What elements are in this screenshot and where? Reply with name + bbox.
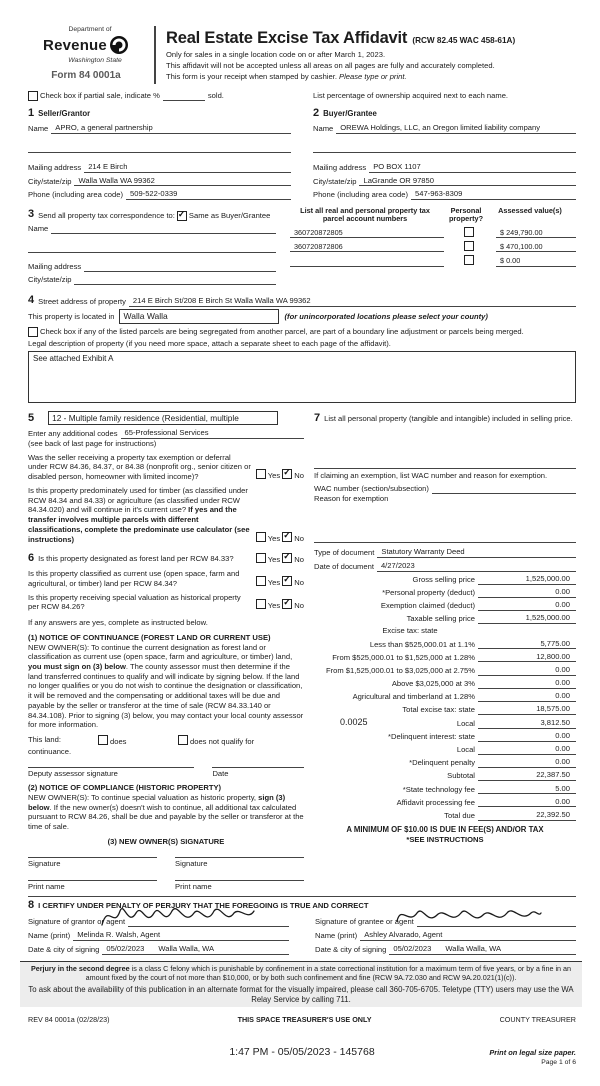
section-certification	[28, 896, 576, 955]
buyer-phone-label: Phone (including area code)	[313, 190, 408, 200]
parcel-row	[290, 227, 576, 238]
local-rate-value[interactable]: 0.0025	[340, 717, 368, 728]
seller-city-field[interactable]: Walla Walla WA 99362	[74, 176, 291, 187]
partial-sale-percent-field[interactable]	[163, 100, 205, 101]
exemption-deferral-question: Was the seller receiving a property tax exemption or deferral under RCW 84.36, 84.37, or 84.38 (nonprofit org., senior citizen or disabled person, homeowner with limited income)?	[28, 452, 251, 482]
grantee-datecity-label: Date & city of signing	[315, 944, 387, 954]
tier3-amount-field[interactable]: 0.00	[478, 665, 576, 676]
dor-logo	[28, 26, 144, 84]
tier4-amount-field[interactable]: 0.00	[478, 678, 576, 689]
timber-yes-checkbox[interactable]	[256, 532, 266, 542]
cashier-timestamp: 1:47 PM - 05/05/2023 - 145768	[229, 1046, 375, 1059]
ownership-percentage-note: List percentage of ownership acquired next to each name.	[313, 91, 509, 101]
historical-question: Is this property receiving special valuation as historical property per RCW 84.26?	[28, 592, 241, 612]
parcel-number-field[interactable]: 360720872806	[290, 242, 444, 252]
parcel-number-field[interactable]: 360720872805	[290, 228, 444, 238]
grantee-datecity-field[interactable]: 05/02/2023 Walla Walla, WA	[389, 944, 576, 955]
additional-codes-field[interactable]: 65-Professional Services	[121, 428, 305, 439]
corr-name-label: Name	[28, 224, 49, 234]
buyer-name-label: Name	[313, 124, 334, 134]
tax-row-taxable: Taxable selling price 1,525,000.00	[314, 613, 576, 624]
tier2-amount-field[interactable]: 12,800.00	[478, 652, 576, 663]
grantor-datecity-field[interactable]: 05/02/2023 Walla Walla, WA	[102, 944, 289, 955]
treasurer-space-label: THIS SPACE TREASURER'S USE ONLY	[237, 1014, 372, 1024]
corr-city-field[interactable]	[74, 275, 276, 285]
grantee-signature-label: Signature of grantee or agent	[315, 917, 414, 927]
historical-no-checkbox[interactable]	[282, 599, 292, 609]
section3-number: 3	[28, 207, 35, 220]
form-header	[28, 26, 576, 84]
notice2-title: (2) NOTICE OF COMPLIANCE (HISTORIC PROPERTY)	[28, 783, 222, 793]
agricultural-amount-field[interactable]: 0.00	[478, 691, 576, 702]
section-seller	[28, 106, 291, 200]
dor-washington-state: Washington State	[68, 57, 122, 65]
parcel-col3-header: Assessed value(s)	[498, 205, 562, 215]
section7-number: 7	[314, 411, 321, 424]
buyer-name-extra-line[interactable]	[313, 143, 576, 153]
new-owner-printname-line-1[interactable]: Print name	[28, 880, 157, 892]
delinquent-interest-local-field[interactable]: 0.00	[478, 744, 576, 755]
tax-row-tech-fee: *State technology fee 5.00	[314, 784, 576, 795]
grantee-signature-block	[315, 913, 576, 954]
exemption-no-checkbox[interactable]	[282, 469, 292, 479]
personal-property-checkbox-2[interactable]	[464, 241, 474, 251]
exemption-claimed-field[interactable]: 0.00	[478, 600, 576, 611]
header-line3: This form is your receipt when stamped by cashier. Please type or print.	[166, 71, 407, 81]
grantor-signature-scribble	[98, 901, 258, 934]
grantor-signature-block	[28, 913, 289, 954]
exemption-separator-line	[314, 533, 576, 543]
total-due-field[interactable]: 22,392.50	[478, 810, 576, 821]
tax-row-total-state: Total excise tax: state 18,575.00	[314, 704, 576, 715]
deputy-date-line[interactable]: Date	[212, 767, 304, 779]
seller-phone-field[interactable]: 509-522-0339	[126, 189, 291, 200]
buyer-name-field[interactable]: OREWA Holdings, LLC, an Oregon limited liability company	[336, 123, 576, 134]
tax-row-total-due: Total due 22,392.50	[314, 810, 576, 821]
section6-number: 6	[28, 552, 35, 565]
tax-row-local: 0.0025 Local 3,812.50	[314, 717, 576, 729]
local-tax-field[interactable]: 3,812.50	[478, 718, 576, 729]
seller-phone-label: Phone (including area code)	[28, 190, 123, 200]
dor-dept-small: Department of	[68, 26, 112, 33]
street-address-label: Street address of property	[38, 297, 126, 307]
reason-for-exemption-label: Reason for exemption	[314, 493, 389, 503]
seller-city-label: City/state/zip	[28, 176, 72, 186]
tax-row-tier3: From $1,525,000.01 to $3,025,000 at 2.75% 0.00	[314, 665, 576, 676]
rev-form-id: REV 84 0001a (02/28/23)	[28, 1014, 110, 1024]
form-title: Real Estate Excise Tax Affidavit	[166, 29, 408, 47]
tax-row-processing-fee: Affidavit processing fee 0.00	[314, 797, 576, 808]
seller-name-extra-line[interactable]	[28, 143, 291, 153]
county-select[interactable]: Walla Walla	[119, 309, 279, 324]
tax-row-agricultural: Agricultural and timberland at 1.28% 0.00	[314, 691, 576, 702]
header-line1: Only for sales in a single location code on or after March 1, 2023.	[166, 50, 386, 60]
section3-intro: Send all property tax correspondence to:	[38, 211, 175, 221]
print-legal-size-note: Print on legal size paper.	[489, 1048, 576, 1058]
parcel-number-field[interactable]	[290, 257, 444, 267]
seller-mailing-field[interactable]: 214 E Birch	[84, 162, 291, 173]
notice1-body: NEW OWNER(S): To continue the current designation as forest land or classification as current use (open space, farm and agriculture, or timber) land, you must sign on (3) below. The county assessor must then determine if the land transferred continues to qualify and will indicate by signing below. If the land no longer qualifies or you do not wish to continue the designation or classification, it will be removed and the compensating or additional taxes will be due and payable by the seller or transferor at the time of sale (RCW 84.33.140 or 84.34.108). Prior to signing (3) below, you may contact your local county assessor for more information.	[28, 642, 304, 730]
partial-sale-label: Check box if partial sale, indicate %	[40, 91, 160, 101]
tax-row-delinquent-penalty: *Delinquent penalty 0.00	[314, 757, 576, 768]
alternate-format-note: To ask about the availability of this publication in an alternate format for the visually impaired, please call 360-705-6705. Teletype (TTY) users may use the WA Relay Service by calling 711.	[28, 984, 574, 1004]
forest-land-question: 6 Is this property designated as forest land per RCW 84.33?	[28, 552, 234, 565]
current-use-question: Is this property classified as current use (open space, farm and agricultural, or timber) land per RCW 84.34?	[28, 569, 240, 589]
form-number: Form 84 0001a	[51, 70, 121, 82]
located-in-note: (for unincorporated locations please select your county)	[284, 311, 488, 321]
partial-sale-sold-label: sold.	[207, 91, 224, 101]
continuance-label: continuance.	[28, 746, 72, 756]
buyer-city-label: City/state/zip	[313, 176, 357, 186]
section8-number: 8	[28, 898, 35, 911]
codes-note: (see back of last page for instructions)	[28, 439, 157, 449]
this-land-label: This land:	[28, 735, 61, 745]
total-excise-state-field[interactable]: 18,575.00	[478, 704, 576, 715]
page-number: Page 1 of 6	[541, 1058, 576, 1066]
tax-row-subtotal: Subtotal 22,387.50	[314, 770, 576, 781]
doc-date-field[interactable]: 4/27/2023	[377, 561, 576, 572]
personal-property-deduct-field[interactable]: 0.00	[478, 587, 576, 598]
corr-name-field[interactable]	[51, 224, 276, 234]
doc-type-field[interactable]: Statutory Warranty Deed	[377, 547, 576, 558]
personal-property-checkbox-3[interactable]	[464, 255, 474, 265]
current-use-yes-checkbox[interactable]	[256, 576, 266, 586]
tax-row-tier1: Less than $525,000.01 at 1.1% 5,775.00	[314, 639, 576, 650]
timber-no-checkbox[interactable]	[282, 532, 292, 542]
buyer-mailing-field[interactable]: PO BOX 1107	[369, 162, 576, 173]
left-column: 5 12 - Multiple family residence (Residential, multiple Enter any additional codes 65-Professional Services (see back of last page for instructions) Was the seller receiving a property tax exemption or deferral under RCW 84.36, 84.37, or 84.38 (nonprofit org., senior citizen or disabled person, homeowner with limited income)? Yes ✓ No Is this property predominately used for timber (as classified under RCW 84.34 and 84.33) or agriculture (as classified under RCW 84.34.020) and will continue in it's current use? If yes and the transfer involves multiple parcels with different classifications, complete the predominate use calculator (see instructions) Yes ✓ No 6 Is this property designated as forest land per RCW 84.33? Yes ✓ No Is this property classified as current use (open space, farm and agricultural, or timber) land per RCW 84.34? Yes ✓ No Is this property receiving special valuation as historical property per RCW 84.26? Yes ✓ No If any answers are yes, complete as instructed below. (1) NOTICE OF CONTINUANCE (FOREST LAND OR CURRENT USE) NEW OWNER(S): To continue the current designation as forest land or classification as current use (open space, farm and agriculture, or timber) land, you must sign on (3) below. The county assessor must then determine if the land transferred continues to qualify and will indicate by signing below. If the land no longer qualifies or you do not wish to continue the designation or classification, it will be removed and the compensating or additional taxes will be due and payable by the seller or transferor at the time of sale (RCW 84.33.140 or 84.34.108). Prior to signing (3) below, you may contact your local county assessor for more information. This land: does does not qualify for continuance. Deputy assessor signature Date (2) NOTICE OF COMPLIANCE (HISTORIC PROPERTY) NEW OWNER(S): To continue special valuation as historic property, sign (3) below. If the new owner(s) doesn't wish to continue, all additional tax calculated pursuant to RCW 84.26, shall be due and payable by the seller or transferor at the time of sale. (3) NEW OWNER(S) SIGNATURE Signature Signature Print name Print name	[28, 411, 304, 892]
assessed-value-field[interactable]: $ 470,100.00	[496, 242, 576, 252]
dor-swirl-icon	[109, 35, 129, 58]
legal-description-label: Legal description of property (if you need more space, attach a separate sheet to each page of the affidavit).	[28, 338, 391, 348]
grantee-printname-label: Name (print)	[315, 931, 358, 941]
delinquent-interest-state-field[interactable]: 0.00	[478, 731, 576, 742]
section-tax-correspondence	[28, 207, 276, 285]
legal-description-field[interactable]: See attached Exhibit A	[28, 351, 576, 403]
does-not-qualify-checkbox[interactable]	[178, 735, 188, 745]
forest-no-checkbox[interactable]	[282, 553, 292, 563]
deputy-assessor-signature-line[interactable]: Deputy assessor signature	[28, 767, 194, 779]
does-qualify-checkbox[interactable]	[98, 735, 108, 745]
grantee-printname-field[interactable]: Ashley Alvarado, Agent	[360, 930, 576, 941]
new-owner-signature-line-2[interactable]: Signature	[175, 857, 304, 869]
corr-mailing-label: Mailing address	[28, 262, 82, 272]
gross-selling-price-field[interactable]: 1,525,000.00	[478, 574, 576, 585]
exemption-claim-note: If claiming an exemption, list WAC number and reason for exemption.	[314, 470, 548, 480]
assessed-value-field[interactable]: $ 0.00	[496, 256, 576, 266]
historical-yes-checkbox[interactable]	[256, 599, 266, 609]
notice2-body: NEW OWNER(S): To continue special valuation as historic property, sign (3) below. If the new owner(s) doesn't wish to continue, all additional tax calculated pursuant to RCW 84.26, shall be due and payable by the seller or transferor at the time of sale.	[28, 792, 304, 832]
new-owner-signature-line-1[interactable]: Signature	[28, 857, 157, 869]
see-instructions-note: *SEE INSTRUCTIONS	[406, 834, 484, 844]
tax-row-exemption-deduct: Exemption claimed (deduct) 0.00	[314, 600, 576, 611]
tier1-amount-field[interactable]: 5,775.00	[478, 639, 576, 650]
affidavit-processing-fee-field[interactable]: 0.00	[478, 797, 576, 808]
wac-number-label: WAC number (section/subsection)	[314, 483, 429, 493]
new-owner-printname-line-2[interactable]: Print name	[175, 880, 304, 892]
seller-name-label: Name	[28, 124, 49, 134]
seller-mailing-label: Mailing address	[28, 162, 82, 172]
street-address-field[interactable]: 214 E Birch St/208 E Birch St Walla Walla WA 99362	[129, 296, 576, 307]
subtotal-field[interactable]: 22,387.50	[478, 770, 576, 781]
buyer-phone-field[interactable]: 547-963-8309	[411, 189, 576, 200]
delinquent-penalty-field[interactable]: 0.00	[478, 757, 576, 768]
section-buyer	[313, 106, 576, 200]
same-as-buyer-label: Same as Buyer/Grantee	[188, 211, 271, 221]
grantor-signature-label: Signature of grantor or agent	[28, 917, 126, 927]
section-property-location	[28, 293, 576, 403]
buyer-mailing-label: Mailing address	[313, 162, 367, 172]
additional-codes-label: Enter any additional codes	[28, 429, 118, 439]
personal-property-checkbox-1[interactable]	[464, 227, 474, 237]
form-title-rcw: (RCW 82.45 WAC 458-61A)	[412, 36, 516, 45]
dor-revenue-wordmark: Revenue	[43, 37, 107, 55]
assessed-value-field[interactable]: $ 249,790.00	[496, 228, 576, 238]
parcel-row	[290, 255, 576, 266]
grantor-printname-field[interactable]: Melinda R. Walsh, Agent	[73, 930, 289, 941]
current-use-no-checkbox[interactable]	[282, 576, 292, 586]
section5-number: 5	[28, 411, 35, 424]
corr-mailing-field[interactable]	[84, 262, 276, 272]
section2-heading: Buyer/Grantee	[323, 109, 377, 118]
forest-yes-checkbox[interactable]	[256, 553, 266, 563]
located-in-label: This property is located in	[28, 311, 115, 321]
wac-number-field[interactable]	[432, 484, 576, 494]
tax-row-gross: Gross selling price 1,525,000.00	[314, 574, 576, 585]
exemption-yes-checkbox[interactable]	[256, 469, 266, 479]
corr-city-label: City/state/zip	[28, 275, 72, 285]
tax-row-delinquent-interest-state: *Delinquent interest: state 0.00	[314, 731, 576, 742]
parcel-table	[290, 207, 576, 285]
segregated-checkbox[interactable]	[28, 327, 38, 337]
doc-type-label: Type of document	[314, 548, 375, 558]
tax-row-delinquent-interest-local: Local 0.00	[314, 744, 576, 755]
tax-row-tier4: Above $3,025,000 at 3% 0.00	[314, 678, 576, 689]
tax-row-tier2: From $525,000.01 to $1,525,000 at 1.28% 12,800.00	[314, 652, 576, 663]
corr-extra-line[interactable]	[28, 243, 276, 253]
county-treasurer-label: COUNTY TREASURER	[499, 1014, 576, 1024]
doc-date-label: Date of document	[314, 561, 374, 571]
perjury-notice: Perjury in the second degree is a class C felony which is punishable by confinement in a state correctional institution for a maximum term of five years, or by a fine in an amount fixed by the court of not more than $10,000, or by both such confinement and fine (RCW 9A.72.030 and RCW 9A.20.021(1)(c)). To ask about the availability of this publication in an alternate format for the visually impaired, please call 360-705-6705. Teletype (TTY) users may use the WA Relay Service by calling 711.	[20, 961, 582, 1007]
segregated-label: Check box if any of the listed parcels are being segregated from another parcel, are part of a boundary line adjustment or parcels being merged.	[40, 326, 524, 336]
section1-number: 1	[28, 107, 35, 119]
section1-heading: Seller/Grantor	[38, 109, 91, 118]
certify-statement: I CERTIFY UNDER PENALTY OF PERJURY THAT THE FOREGOING IS TRUE AND CORRECT	[38, 900, 369, 910]
partial-sale-checkbox[interactable]	[28, 91, 38, 101]
state-technology-fee-field[interactable]: 5.00	[478, 784, 576, 795]
grantee-signature-scribble	[393, 901, 543, 932]
notice3-title: (3) NEW OWNER(S) SIGNATURE	[107, 836, 225, 846]
land-use-code-select[interactable]: 12 - Multiple family residence (Residential, multiple	[48, 411, 278, 426]
excise-tax-state-heading: Excise tax: state	[382, 626, 438, 636]
personal-property-list-line[interactable]	[314, 459, 576, 469]
minimum-due-note: A MINIMUM OF $10.00 IS DUE IN FEE(S) AND/OR TAX	[346, 824, 544, 834]
parcel-col2-header: Personal property?	[448, 205, 484, 224]
notice1-title: (1) NOTICE OF CONTINUANCE (FOREST LAND OR CURRENT USE)	[28, 632, 271, 642]
section2-number: 2	[313, 107, 320, 119]
tax-row-personal-deduct: *Personal property (deduct) 0.00	[314, 587, 576, 598]
section4-number: 4	[28, 294, 35, 307]
taxable-selling-price-field[interactable]: 1,525,000.00	[478, 613, 576, 624]
right-column	[314, 411, 576, 892]
parcel-row	[290, 241, 576, 252]
section7-intro: 7 List all personal property (tangible and intangible) included in selling price.	[314, 411, 573, 424]
seller-name-field[interactable]: APRO, a general partnership	[51, 123, 291, 134]
header-line2: This affidavit will not be accepted unless all areas on all pages are fully and accurately completed.	[166, 60, 495, 70]
header-divider	[154, 26, 156, 84]
same-as-buyer-checkbox[interactable]	[177, 211, 187, 221]
timber-agriculture-question: Is this property predominately used for timber (as classified under RCW 84.34 and 84.33) or agriculture (as classified under RCW 84.34.020) and will continue in it's current use? If yes and the transfer involves multiple parcels with different classifications, complete the predominate use calculator (see instructions)	[28, 485, 250, 544]
if-yes-note: If any answers are yes, complete as instructed below.	[28, 618, 208, 628]
grantor-printname-label: Name (print)	[28, 931, 71, 941]
buyer-city-field[interactable]: LaGrande OR 97850	[359, 176, 576, 187]
parcel-col1-header: List all real and personal property tax parcel account numbers	[300, 205, 430, 224]
grantor-datecity-label: Date & city of signing	[28, 944, 100, 954]
